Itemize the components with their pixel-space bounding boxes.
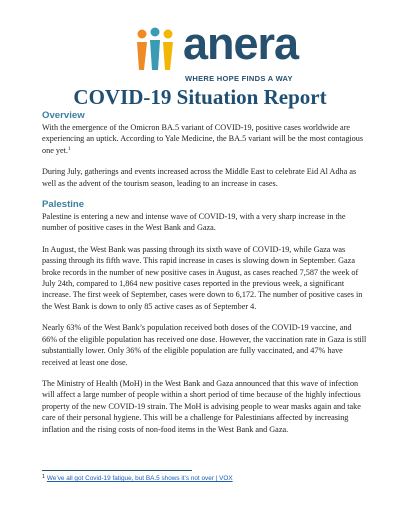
report-body — [42, 110, 367, 445]
logo-tagline: WHERE HOPE FINDS A WAY — [185, 74, 293, 83]
overview-paragraph-1: With the emergence of the Omicron BA.5 variant of COVID-19, positive cases worldwide are experiencing an uptick. According to Yale Medicine, the BA.5 variant will be the most contagious one yet.$^1$ — [42, 123, 364, 155]
footnote — [42, 475, 233, 482]
section-heading-overview: Overview — [42, 110, 85, 121]
palestine-paragraph-3: Nearly 63% of the West Bank’s population received both doses of the COVID-19 vaccine, and 66% of the eligible population has received one dose. However, the vaccination rate in Gaza is still substantially lower. Only 36% of the eligible population are fully vaccinated, and 47% have received at least one dose. — [42, 323, 367, 367]
logo-wordmark: anera — [183, 18, 299, 69]
section-heading-palestine: Palestine — [42, 199, 85, 211]
footnote-number: 1 — [42, 474, 46, 480]
footnote-marker[interactable]: 1 — [67, 145, 71, 152]
page-title: COVID-19 Situation Report — [73, 85, 327, 109]
footnote-divider — [42, 470, 192, 471]
anera-logo — [0, 16, 400, 82]
palestine-paragraph-2: In August, the West Bank was passing through its sixth wave of COVID-19, while Gaza was passing through its fifth wave. This rapid increase in cases is slowing down in September. Gaza broke records in the number of new positive cases in August, as cases reached 7,587 the week of July 24th, compared to 1,864 new positive cases reported in the previous week, a significant increase. The first week of September, cases were down to 6,172. The number of positive cases in the West Bank is down to only 85 active cases as of September 4. — [42, 244, 363, 311]
palestine-paragraph-4: The Ministry of Health (MoH) in the West Bank and Gaza announced that this wave of infection will affect a large number of people within a short period of time because of the highly infectious property of the new COVID-19 strain. The MoH is advising people to wear masks again and take care of their personal hygiene. This will be a challenge for Palestinians affected by increasing inflation and the rising costs of non-food items in the West Bank and Gaza. — [42, 378, 361, 434]
palestine-paragraph-1: Palestine is entering a new and intense wave of COVID-19, with a very sharp increase in the number of positive cases in the West Bank and Gaza. — [42, 212, 346, 233]
footnote-link[interactable]: We’ve all got Covid-19 fatigue, but BA.5 shows it’s not over | VOX — [46, 475, 233, 482]
overview-paragraph-2: During July, gatherings and events increased across the Middle East to celebrate Eid Al Adha as well as the advent of the tourism season, leading to an increase in cases. — [42, 167, 357, 188]
anera-people-icon — [133, 26, 179, 72]
